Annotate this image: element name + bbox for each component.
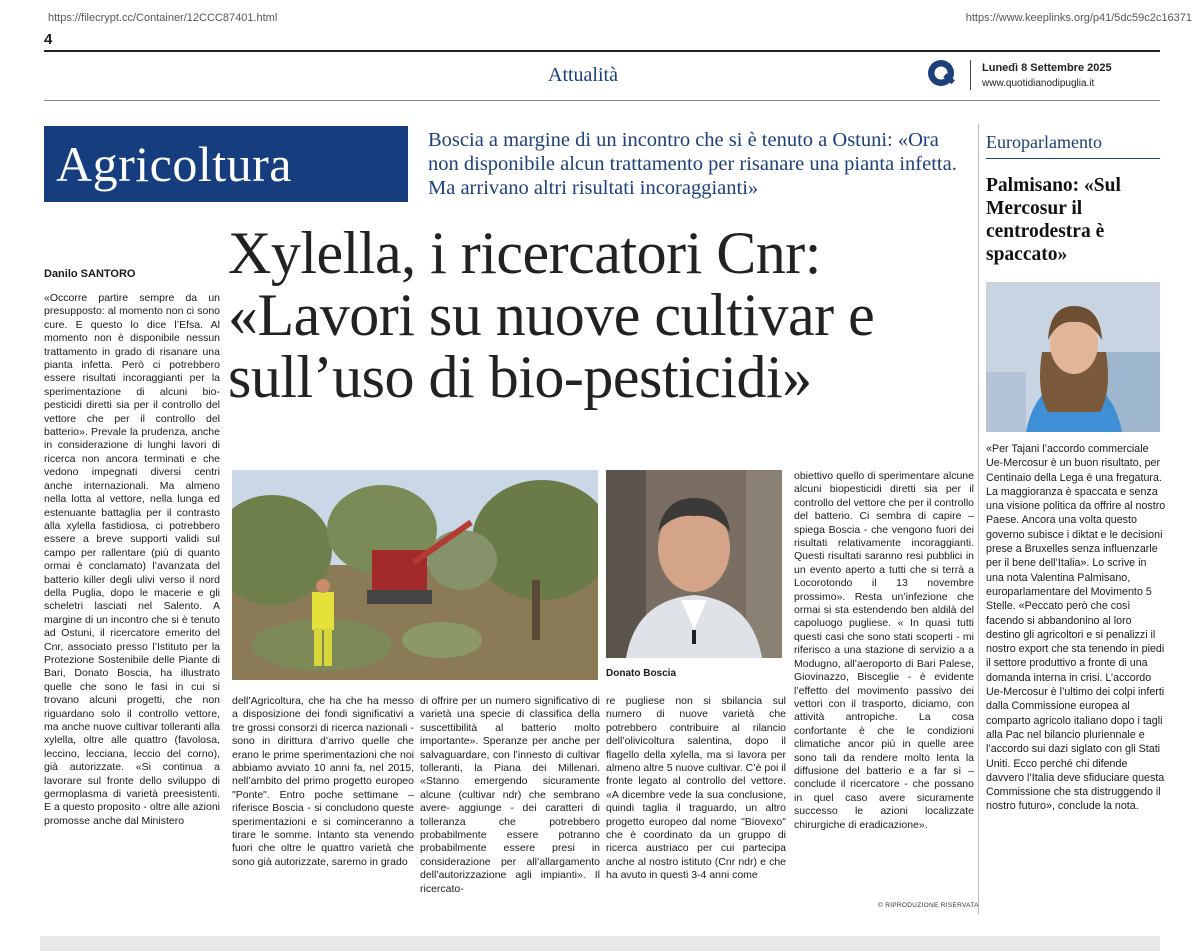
sidebar-kicker-rule [986, 158, 1160, 159]
valentina-palmisano-photo [986, 282, 1160, 432]
sidebar-body: «Per Tajani l’accordo commerciale Ue-Mercosur è un buon risultato, per Centinaio della Lega è una fregatura. La maggioranza è spaccata e senza una visione politica da offrire al nostro Paese. Ancora una volta questo governo subisce i diktat e le decisioni prese a Bruxelles senza influenzarle per il bene dell’Italia». Lo scrive in una nota Valentina Palmisano, europarlamentare del Movimento 5 Stelle. «Peccato però che così facendo si abbandonino al loro destino gli agricoltori e si penalizzi il nostro export che sta tenendo in piedi il settore produttivo a fronte di una domanda interna in crisi. L’accordo Ue-Mercosur è l’ultimo dei colpi inferti dalla Commissione europea al comparto agricolo italiano dopo i tagli alla Pac nel bilancio pluriennale e l’accordo sui dazi siglato con gli Stati Uniti. Ecco perché chi difende davvero l’Italia deve sfiduciare questa Commissione che sta distruggendo il nostro futuro», conclude la nota. [986, 443, 1166, 813]
article-byline: Danilo SANTORO [44, 268, 136, 280]
article-column-1: «Occorre partire sempre da un presupposto: al momento non ci sono cure. E questo lo dice l’Efsa. Al momento non è disponibile nessun trattamento in grado di risanare una pianta infetta. Però ci potrebbero essere risultati incoraggianti per la sperimentazione di alcuni bio-pesticidi diretti sia per il controllo del vettore che per il controllo del batterio». Prevale la prudenza, anche in considerazione di lunghi lavori di ricerca non ancora terminati e che vedono impegnati diversi centri anche internazionali. Ma almeno nella lotta al vettore, nella lunga ed estenuante battaglia per il contrasto alla xylella fastidiosa, ci potrebbero essere a breve supporti validi sul campo per rallentare (più di quanto ormai è conclamato) l’avanzata del batterio killer degli ulivi verso il nord della Puglia, dopo le macerie e gli scheletri lasciati nel Salento. A margine di un incontro che si è tenuto ad Ostuni, il ricercatore emerito del Cnr, associato presso l’Istituto per la Protezione Sostenibile delle Piante di Bari, Donato Boscia, ha illustrato quelle che sono le fasi in cui si trovano alcuni progetti, che non riguardano solo il controllo vettore, ma anche nuove cultivar tolleranti alla xylella, oltre alle quattro (favolosa, leccino, lecciana, leccio del corno), già autorizzate. «Si continua a lavorare sul fronte dello sviluppo di germoplasma di varietà preesistenti. E a questo proposito - oltre alle azioni promosse anche dal Ministero [44, 292, 220, 827]
issue-date: Lunedì 8 Settembre 2025 [982, 62, 1112, 74]
copyright-notice: © RIPRODUZIONE RISERVATA [878, 902, 979, 909]
sidebar-kicker: Europarlamento [986, 132, 1102, 152]
article-subhead: Boscia a margine di un incontro che si è tenuto a Ostuni: «Ora non disponibile alcun trattamento per risanare una pianta infetta. Ma arrivano altri risultati incoraggianti» [428, 129, 957, 199]
photo-caption: Donato Boscia [606, 668, 677, 679]
section-title: Attualità [548, 64, 618, 86]
article-column-2: dell’Agricoltura, che ha che ha messo a disposizione dei fondi significativi a tre grossi consorzi di ricerca nazionali - sono in dirittura d’arrivo quelle che erano le prime sperimentazioni che noi abbiamo avviato 10 anni fa, nel 2015, nell’ambito del primo progetto europeo "Ponte". Entro poche settimane – riferisce Boscia - si concludono queste sperimentazioni e si cominceranno a tirare le somme. Intanto sta venendo fuori che oltre le quattro varietà che sono già autorizzate, saremo in grado [232, 695, 414, 868]
source-url-right: https://www.keeplinks.org/p41/5dc59c2c16371 [965, 12, 1192, 24]
article-kicker: Agricoltura [44, 126, 408, 202]
olive-grove-photo [232, 470, 598, 680]
masthead-divider [970, 60, 971, 90]
article-column-4: re pugliese non si sbilancia sul numero di nuove varietà che potrebbero contribuire al rilancio dell’olivicoltura salentina, dopo il flagello della xylella, ma si lavora per almeno altre 5 nuove cultivar. C’è poi il fronte legato al controllo del vettore. «A dicembre vede la sua conclusione, quindi taglia il traguardo, un altro progetto europeo dal nome "Biovexo" che è coordinato da un gruppo di ricerca austriaco per cui partecipa anche al nostro istituto (Cnr ndr) e che ha avuto in questi 3-4 anni come [606, 695, 786, 882]
bottom-strip [40, 936, 1160, 951]
page-number: 4 [44, 31, 53, 48]
article-headline: Xylella, i ricercatori Cnr: «Lavori su nuove cultivar e sull’uso di bio-pesticidi» [228, 220, 875, 410]
sidebar-divider [978, 124, 979, 914]
section-rule [44, 100, 1160, 101]
source-url-left: https://filecrypt.cc/Container/12CCC87401.html [48, 12, 278, 24]
donato-boscia-photo [606, 470, 782, 658]
article-column-3: di offrire per un numero significativo di varietà una specie di classifica della suscettibilità al batterio molto importante». Speranze per anche per salvaguardare, con l’innesto di cultivar tolleranti, la Piana dei Millenari. «Stanno emergendo sicuramente alcune (cultivar ndr) che sembrano avere- aggiunge - dei caratteri di tolleranza che potrebbero probabilmente essere potranno probabilmente essere presi in considerazione per all’allargamento dell’autorizzazione agli impianti». Il ricercato- [420, 695, 600, 895]
top-rule [44, 50, 1160, 52]
newspaper-website: www.quotidianodipuglia.it [982, 78, 1095, 89]
sidebar-headline: Palmisano: «Sul Mercosur il centrodestra è spaccato» [986, 175, 1121, 265]
article-column-5: obiettivo quello di sperimentare alcune alcuni biopesticidi diretti sia per il controllo del vettore che per il controllo del batterio. Ci sembra di capire – spiega Boscia - che vengono fuori dei risultati relativamente incoraggianti. Questi risultati saranno resi pubblici in un evento aperto a tutti che si terrà a Locorotondo il 13 novembre prossimo». Resta un’infezione che ormai si sta estendendo ben aldilà del capoluogo pugliese. « In quasi tutti questi casi che sono stati scoperti - mi riferisco a una stazione di servizio a a Modugno, all’aeroporto di Bari Palese, Giovinazzo, Bisceglie - è evidente l’effetto del movimento passivo dei vettori con il trasporto, diciamo, con attività antropiche. La cosa confortante è che le condizioni climatiche ancor più in quelle aree sono tali da rendere molto lenta la diffusione del batterio e a far sì – conclude il ricercatore - che possano in quel caso avere sicuramente successo le azioni localizzate chirurgiche di eradicazione». [794, 470, 974, 831]
newspaper-logo-icon [926, 58, 958, 90]
